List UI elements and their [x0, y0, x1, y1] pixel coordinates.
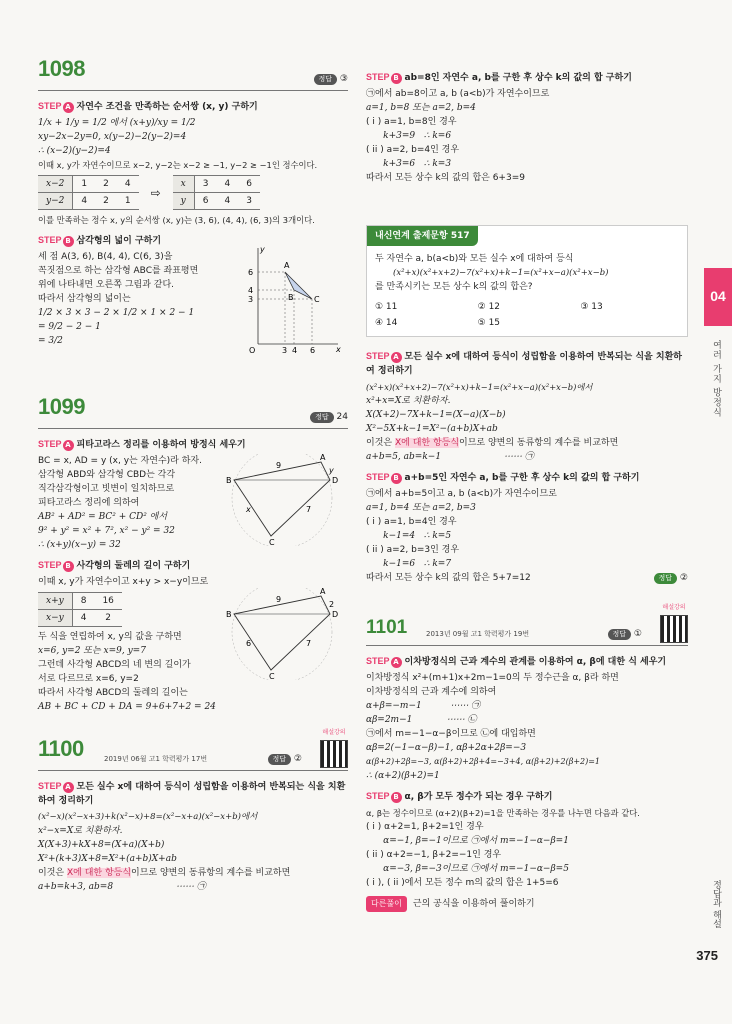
solution-line: αβ=2(−1−α−β)−1, αβ+2α+2β=−3: [366, 743, 527, 753]
step-badge: A: [391, 657, 402, 668]
highlight-text: X에 대한 항등식: [394, 438, 460, 448]
equation-tag: ⋯⋯ ㉠: [175, 882, 206, 892]
solution-line: α+β=−m−1 ⋯⋯ ㉠: [366, 701, 481, 711]
point-label: A: [284, 261, 290, 270]
solution-line: k+3=6 ∴ k=3: [366, 159, 452, 169]
solution-line: ( ii ) a=2, b=4인 경우: [366, 145, 460, 155]
axis-label: x: [336, 345, 341, 354]
table-cell: 2: [95, 193, 117, 210]
table-cell: 3: [238, 193, 260, 210]
table-header: y−2: [38, 193, 73, 210]
vertex-label: B: [226, 610, 232, 619]
step-title: 삼각형의 넓이 구하기: [76, 236, 162, 246]
solution-line: 1/2 × 3 × 3 − 2 × 1/2 × 1 × 2 − 1: [38, 308, 195, 318]
solution-line: X(X+2)−7X+k−1=(X−a)(X−b): [366, 410, 506, 420]
vertex-label: D: [332, 476, 339, 485]
step-label: STEP: [38, 781, 62, 791]
table-cell: 4: [73, 193, 95, 210]
solution-line: 이때 x, y가 자연수이고 x+y > x−y이므로: [38, 577, 209, 587]
solution-line: 1/x + 1/y = 1/2 에서 (x+y)/xy = 1/2: [38, 118, 196, 128]
related-problem-box: [366, 225, 688, 337]
alt-solution-tag: 다른풀이: [366, 896, 407, 912]
question-line: 두 자연수 a, b(a<b)와 모든 실수 x에 대하여 등식: [375, 254, 574, 264]
solution-line: 직각삼각형이고 빗변이 일치하므로: [38, 484, 175, 494]
tick-label: 6: [310, 346, 316, 354]
step-label: STEP: [38, 439, 62, 449]
step-b-title: [366, 789, 688, 804]
step-label: STEP: [38, 560, 62, 570]
step-title: a+b=5인 자연수 a, b를 구한 후 상수 k의 값의 합 구하기: [404, 473, 640, 483]
solution-line: AB² + AD² = BC² + CD² 에서: [38, 512, 168, 522]
table-cell: 16: [94, 593, 121, 610]
text-fragment: 이므로 양변의 동류항의 계수를 비교하면: [459, 438, 619, 448]
table-cell: 1: [73, 176, 95, 193]
answer-value: ②: [293, 754, 302, 764]
side-label: 9: [276, 595, 282, 604]
text-fragment: 이므로 양변의 동류항의 계수를 비교하면: [131, 868, 291, 878]
point-label: B: [288, 293, 294, 302]
solution-line: x²+x=X로 치환하자.: [366, 396, 451, 406]
table-cell: 3: [194, 176, 216, 193]
side-label: 2: [329, 600, 335, 609]
solution-line: ( i ) a=1, b=4인 경우: [366, 517, 457, 527]
highlight-text: X에 대한 항등식: [66, 868, 132, 878]
qr-code-icon[interactable]: [660, 615, 688, 643]
solution-line: α=−1, β=−1이므로 ㉠에서 m=−1−α−β=1: [366, 836, 569, 846]
side-label: y: [329, 466, 334, 475]
axis-label: y: [260, 245, 265, 254]
answer-box: [608, 627, 642, 641]
solution-line: ㉠에서 ab=8이고 a, b (a<b)가 자연수이므로: [366, 89, 550, 99]
qr-label: 해설강의: [662, 604, 686, 611]
step-title: 이차방정식의 근과 계수의 관계를 이용하여 α, β에 대한 식 세우기: [404, 657, 667, 667]
table-cell: 4: [72, 610, 94, 627]
solution-line: 피타고라스 정리에 의하여: [38, 498, 140, 508]
answer-box: [310, 410, 348, 424]
tick-label: 4: [248, 286, 254, 295]
vertex-label: A: [320, 454, 326, 462]
value-table: [173, 175, 260, 210]
problem-number: 1101: [366, 617, 408, 638]
vertex-label: D: [332, 610, 339, 619]
qr-code-icon[interactable]: [320, 740, 348, 768]
step-a-title: [38, 779, 348, 808]
step-label: STEP: [366, 72, 390, 82]
qr-lecture[interactable]: [660, 601, 688, 649]
step-badge: B: [391, 792, 402, 803]
alt-solution-text: 근의 공식을 이용하여 풀이하기: [412, 899, 535, 909]
step-a-title: [38, 99, 348, 114]
step-a-title: [38, 437, 348, 452]
table-header: x: [173, 176, 195, 193]
arrow-icon: ⇨: [150, 185, 161, 200]
solution-line: = 3/2: [38, 336, 63, 346]
solution-line: 세 점 A(3, 6), B(4, 4), C(6, 3)을: [38, 252, 173, 262]
value-table: [38, 175, 139, 210]
step-b-title: [366, 70, 688, 85]
tick-label: 4: [292, 346, 298, 354]
solution-line: x²−x=X로 치환하자.: [38, 826, 123, 836]
solution-line: ( i ), ( ii )에서 모든 정수 m의 값의 합은 1+5=6: [366, 878, 559, 888]
table-header: x+y: [38, 593, 72, 610]
solution-line: xy−2x−2y=0, x(y−2)−2(y−2)=4: [38, 132, 187, 142]
tick-label: 6: [248, 268, 254, 277]
text-fragment: 이것은: [38, 868, 65, 878]
step-title: 모든 실수 x에 대하여 등식이 성립함을 이용하여 반복되는 식을 치환하여 정리하기: [38, 782, 346, 806]
point-label: C: [314, 295, 320, 304]
solution-line: X(X+3)+kX+8=(X+a)(X+b): [38, 840, 165, 850]
solution-line: α(β+2)+2β=−3, α(β+2)+2β+4=−3+4, α(β+2)+2(β+2)=1: [366, 757, 601, 766]
quadrilateral-abcd: [234, 462, 330, 536]
table-header: x−2: [38, 176, 73, 193]
equation: a+b=5, ab=k−1: [366, 452, 442, 462]
vertex-label: B: [226, 476, 232, 485]
solution-line: ∴ (x−2)(y−2)=4: [38, 146, 111, 156]
step-label: STEP: [366, 472, 390, 482]
table-cell: 4: [117, 176, 139, 193]
answer-value: ①: [633, 629, 642, 639]
solution-line: 위에 나타내면 오른쪽 그림과 같다.: [38, 280, 175, 290]
problem-number: 1100: [38, 736, 84, 761]
table-cell: 2: [95, 176, 117, 193]
problem-header-1099: [38, 394, 348, 429]
problem-source: 2013년 09월 고1 학력평가 19번: [426, 630, 530, 638]
table-cell: 4: [216, 176, 238, 193]
solution-line: [366, 450, 688, 464]
solution-line: BC = x, AD = y (x, y는 자연수)라 하자.: [38, 456, 202, 466]
chapter-number: 04: [710, 288, 726, 304]
value-table: [38, 592, 122, 627]
side-label: 7: [306, 505, 312, 514]
step-badge: A: [63, 782, 74, 793]
answer-value: ②: [679, 573, 688, 583]
solution-line: 이때 x, y가 자연수이므로 x−2, y−2는 x−2 ≥ −1, y−2 ≥ −1인 정수이다.: [38, 160, 318, 170]
table-header: x−y: [38, 610, 72, 627]
text-fragment: 이것은: [366, 438, 393, 448]
answer-tag: 정답: [654, 573, 678, 584]
answer-value: 24: [336, 412, 348, 422]
solution-line: 따라서 삼각형의 넓이는: [38, 294, 131, 304]
step-a-title: [366, 349, 688, 378]
step-label: STEP: [366, 656, 390, 666]
step-badge: B: [63, 561, 74, 572]
side-label: x: [246, 505, 251, 514]
step-badge: A: [391, 352, 402, 363]
solution-line: [366, 436, 688, 450]
page-number: 375: [696, 948, 718, 963]
problem-header-1100: [38, 729, 348, 771]
section-label: 정답과 해설: [711, 880, 721, 928]
table-header: y: [173, 193, 195, 210]
solution-line: 두 식을 연립하여 x, y의 값을 구하면: [38, 632, 182, 642]
quadrilateral-abcd: [234, 596, 330, 670]
solution-line: 이차방정식의 근과 계수에 의하여: [366, 687, 497, 697]
step-a-body: [38, 454, 348, 552]
step-label: STEP: [366, 351, 390, 361]
equation: a+b=k+3, ab=8: [38, 882, 114, 892]
solution-line: α=−3, β=−3이므로 ㉠에서 m=−1−α−β=5: [366, 864, 569, 874]
solution-line: ( ii ) α+2=−1, β+2=−1인 경우: [366, 850, 502, 860]
solution-line: X²−5X+k−1=X²−(a+b)X+ab: [366, 424, 498, 434]
step-title: 피타고라스 정리를 이용하여 방정식 세우기: [76, 440, 246, 450]
text-fragment: 따라서 모든 상수 k의 값의 합은 5+7=12: [366, 573, 531, 583]
step-title: 자연수 조건을 만족하는 순서쌍 (x, y) 구하기: [76, 102, 258, 112]
side-label: 7: [306, 639, 312, 648]
choice[interactable]: ③ 13: [580, 302, 603, 312]
quadrilateral-figure: [226, 454, 346, 546]
solution-line: α, β는 정수이므로 (α+2)(β+2)=1을 만족하는 경우를 나누면 다음과 같다.: [366, 808, 640, 818]
step-badge: A: [63, 102, 74, 113]
solution-line: k−1=6 ∴ k=7: [366, 559, 452, 569]
answer-tag: 정답: [310, 412, 334, 423]
solution-line: = 9/2 − 2 − 1: [38, 322, 101, 332]
left-column: [38, 56, 348, 894]
solution-line: (x²+x)(x²+x+2)−7(x²+x)+k−1=(x²+x−a)(x²+x−b)에서: [366, 382, 593, 392]
solution-line: ∴ (α+2)(β+2)=1: [366, 771, 440, 781]
solution-line: a=1, b=8 또는 a=2, b=4: [366, 103, 476, 113]
table-cell: 4: [216, 193, 238, 210]
solution-line: 그런데 사각형 ABCD의 네 변의 길이가: [38, 660, 191, 670]
choice[interactable]: ⑤ 15: [477, 318, 501, 328]
coordinate-graph: [238, 244, 343, 354]
alt-solution: [366, 896, 688, 912]
solution-line: (x²−x)(x²−x+3)+k(x²−x)+8=(x²−x+a)(x²−x+b)에서: [38, 812, 258, 822]
origin-label: O: [249, 346, 256, 354]
table-cell: 8: [72, 593, 94, 610]
question-line: (x²+x)(x²+x+2)−7(x²+x)+k−1=(x²+x−a)(x²+x−b): [393, 268, 609, 278]
solution-line: 따라서 모든 상수 k의 값의 합은 6+3=9: [366, 173, 525, 183]
question-line: 를 만족시키는 모든 상수 k의 값의 합은?: [375, 282, 533, 292]
problem-source: 2019년 06월 고1 학력평가 17번: [104, 755, 208, 763]
answer-tag: 정답: [608, 629, 632, 640]
related-problem-body: [367, 246, 687, 336]
quadrilateral-figure-2: [226, 588, 346, 680]
side-label: 6: [246, 639, 252, 648]
solution-line: ( ii ) a=2, b=3인 경우: [366, 545, 460, 555]
table-cell: 6: [194, 193, 216, 210]
step-title: 모든 실수 x에 대하여 등식이 성립함을 이용하여 반복되는 식을 치환하여 정리하기: [366, 352, 682, 376]
problem-number: 1098: [38, 56, 85, 81]
answer-choices: [375, 300, 679, 330]
equation-tag: ⋯⋯ ㉠: [503, 452, 534, 462]
qr-label: 해설강의: [322, 729, 346, 736]
table-cell: 2: [94, 610, 121, 627]
vertex-label: C: [269, 672, 275, 680]
step-badge: B: [63, 236, 74, 247]
solution-line: ㉠에서 a+b=5이고 a, b (a<b)가 자연수이므로: [366, 489, 557, 499]
answer-value: ③: [339, 74, 348, 84]
step-label: STEP: [38, 101, 62, 111]
solution-line: [38, 880, 348, 894]
solution-line: 이차방정식 x²+(m+1)x+2m−1=0의 두 정수근을 α, β라 하면: [366, 673, 619, 683]
table-cell: 1: [117, 193, 139, 210]
table-row-pair: [38, 172, 348, 213]
vertex-label: A: [320, 588, 326, 596]
table-cell: 6: [238, 176, 260, 193]
solution-line: k−1=4 ∴ k=5: [366, 531, 452, 541]
answer-tag: 정답: [268, 754, 292, 765]
step-label: STEP: [366, 791, 390, 801]
answer-box: [314, 72, 348, 86]
solution-line: αβ=2m−1 ⋯⋯ ㉡: [366, 715, 477, 725]
solution-line: ㉠에서 m=−1−α−β이므로 ㉡에 대입하면: [366, 729, 536, 739]
solution-line: 꼭짓점으로 하는 삼각형 ABC를 좌표평면: [38, 266, 199, 276]
step-b-body: [38, 245, 348, 368]
problem-number: 1099: [38, 394, 85, 419]
solution-line: k+3=9 ∴ k=6: [366, 131, 452, 141]
solution-line: 이를 만족하는 정수 x, y의 순서쌍 (x, y)는 (3, 6), (4, 4), (6, 3)의 3개이다.: [38, 215, 315, 225]
solution-line: ( i ) α+2=1, β+2=1인 경우: [366, 822, 484, 832]
choice[interactable]: ④ 14: [375, 318, 398, 328]
step-title: ab=8인 자연수 a, b를 구한 후 상수 k의 값의 합 구하기: [404, 73, 632, 83]
vertex-label: C: [269, 538, 275, 546]
right-column: [366, 60, 688, 912]
related-problem-header: 내신연계 출제문항 517: [367, 226, 478, 246]
step-b-title: [38, 558, 348, 573]
solution-line: AB + BC + CD + DA = 9+6+7+2 = 24: [38, 702, 216, 712]
solution-line: 9² + y² = x² + 7², x² − y² = 32: [38, 526, 175, 536]
step-label: STEP: [38, 235, 62, 245]
tick-label: 3: [282, 346, 288, 354]
choice[interactable]: ① 11: [375, 302, 398, 312]
solution-line: a=1, b=4 또는 a=2, b=3: [366, 503, 476, 513]
chapter-tab[interactable]: [704, 268, 732, 326]
step-title: α, β가 모두 정수가 되는 경우 구하기: [404, 792, 553, 802]
step-badge: B: [391, 473, 402, 484]
solution-line: [366, 571, 688, 585]
solution-line: ∴ (x+y)(x−y) = 32: [38, 540, 121, 550]
answer-box: [268, 752, 302, 766]
solution-line: X²+(k+3)X+8=X²+(a+b)X+ab: [38, 854, 177, 864]
choice[interactable]: ② 12: [477, 302, 501, 312]
solution-line: 삼각형 ABD와 삼각형 CBD는 각각: [38, 470, 176, 480]
answer-tag: 정답: [314, 74, 338, 85]
solution-line: ( i ) a=1, b=8인 경우: [366, 117, 457, 127]
solution-line: 서로 다르므로 x=6, y=2: [38, 674, 139, 684]
side-label: 9: [276, 461, 282, 470]
step-badge: B: [391, 73, 402, 84]
step-b-title: [366, 470, 688, 485]
problem-header-1098: [38, 56, 348, 91]
step-a-title: [366, 654, 688, 669]
step-badge: A: [63, 440, 74, 451]
step-title: 사각형의 둘레의 길이 구하기: [76, 561, 191, 571]
chapter-title: 여러 가지 방정식: [711, 340, 721, 418]
solution-line: 따라서 사각형 ABCD의 둘레의 길이는: [38, 688, 188, 698]
qr-lecture[interactable]: [320, 726, 348, 774]
solution-line: x=6, y=2 또는 x=9, y=7: [38, 646, 146, 656]
tick-label: 3: [248, 295, 254, 304]
problem-header-1101: [366, 604, 688, 646]
solution-line: [38, 866, 348, 880]
